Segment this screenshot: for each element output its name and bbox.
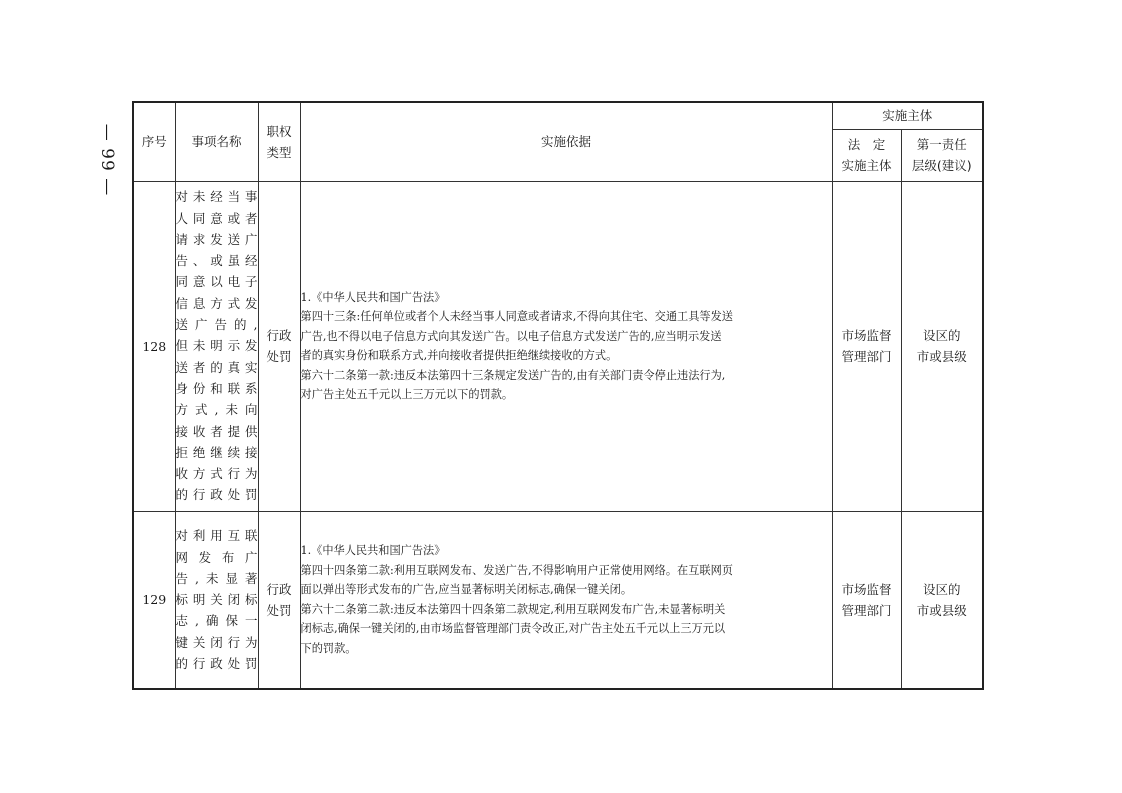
- item-name-line: 的行政处罚: [175, 487, 258, 503]
- header-subject-group: 实施主体: [832, 102, 983, 129]
- item-name-line: 键关闭行为: [175, 634, 258, 650]
- basis-line: 1.《中华人民共和国广告法》: [300, 290, 446, 304]
- header-legal-subject-line: 实施主体: [841, 158, 892, 173]
- responsibility-table: [132, 101, 984, 690]
- row-first-level: [901, 511, 983, 689]
- legal-subject-line: 市场监督: [841, 581, 892, 597]
- item-name-line: 志,确保一: [175, 613, 258, 629]
- first-level-line: 设区的: [923, 328, 961, 343]
- row-item-name: [175, 181, 258, 511]
- header-basis: 实施依据: [300, 102, 832, 181]
- item-name-line: 同意以电子: [175, 274, 258, 290]
- basis-line: 1.《中华人民共和国广告法》: [300, 544, 446, 558]
- basis-line: 面以弹出等形式发布的广告,应当显著标明关闭标志,确保一键关闭。: [300, 583, 633, 597]
- header-seq: 序号: [133, 102, 175, 181]
- authority-type-line: 处罚: [266, 349, 292, 364]
- row-basis: [300, 511, 832, 689]
- basis-line: 下的罚款。: [300, 641, 357, 655]
- header-legal-subject-line: 法 定: [847, 137, 886, 152]
- header-legal-subject: [832, 129, 901, 181]
- item-name-line: 送者的真实: [175, 359, 258, 375]
- item-name-line: 对未经当事: [175, 189, 258, 205]
- first-level-line: 设区的: [923, 581, 961, 597]
- authority-type-line: 行政: [266, 328, 292, 343]
- item-name-line: 身份和联系: [175, 380, 258, 396]
- header-first-level-line: 层级(建议): [911, 158, 972, 173]
- item-name-line: 方式,未向: [175, 402, 258, 418]
- row-authority-type: [258, 181, 300, 511]
- header-first-level: [901, 129, 983, 181]
- basis-line: 第六十二条第二款:违反本法第四十四条第二款规定,利用互联网发布广告,未显著标明关: [300, 602, 726, 616]
- row-item-name: [175, 511, 258, 689]
- item-name-line: 请求发送广: [175, 231, 258, 247]
- header-authority-type-line: 职权: [266, 123, 292, 139]
- row-first-level: [901, 181, 983, 511]
- row-seq: 129: [133, 511, 175, 689]
- legal-subject-line: 管理部门: [841, 349, 892, 364]
- authority-type-line: 处罚: [266, 602, 292, 618]
- item-name-line: 接收者提供: [175, 423, 258, 439]
- basis-line: 第六十二条第一款:违反本法第四十三条规定发送广告的,由有关部门责令停止违法行为,: [300, 368, 726, 382]
- legal-subject-line: 管理部门: [841, 602, 892, 618]
- first-level-line: 市或县级: [916, 349, 967, 364]
- item-name-line: 拒绝继续接: [175, 444, 258, 460]
- item-name-line: 的行政处罚: [175, 655, 258, 671]
- page-number: — 99 —: [97, 123, 117, 197]
- basis-line: 对广告主处五千元以上三万元以下的罚款。: [300, 388, 514, 401]
- legal-subject-line: 市场监督: [841, 328, 892, 343]
- basis-line: 广告,也不得以电子信息方式向其发送广告。以电子信息方式发送广告的,应当明示发送: [300, 329, 722, 343]
- row-legal-subject: [832, 181, 901, 511]
- item-name-line: 收方式行为: [175, 466, 258, 482]
- header-first-level-line: 第一责任: [916, 137, 967, 152]
- item-name-line: 标明关闭标: [175, 592, 258, 608]
- header-authority-type-line: 类型: [266, 144, 292, 160]
- table-row: [133, 511, 983, 689]
- item-name-line: 告、或虽经: [175, 253, 258, 269]
- basis-line: 第四十三条:任何单位或者个人未经当事人同意或者请求,不得向其住宅、交通工具等发送: [300, 310, 733, 323]
- item-name-line: 告,未显著: [175, 570, 258, 586]
- item-name-line: 送广告的,: [175, 317, 258, 333]
- row-legal-subject: [832, 511, 901, 689]
- basis-line: 者的真实身份和联系方式,并向接收者提供拒绝继续接收的方式。: [300, 349, 618, 362]
- authority-type-line: 行政: [266, 581, 292, 597]
- table-row: [133, 181, 983, 511]
- item-name-line: 对利用互联: [175, 528, 258, 544]
- first-level-line: 市或县级: [916, 602, 967, 618]
- header-authority-type: [258, 102, 300, 181]
- row-authority-type: [258, 511, 300, 689]
- basis-line: 第四十四条第二款:利用互联网发布、发送广告,不得影响用户正常使用网络。在互联网页: [300, 563, 733, 577]
- row-basis: [300, 181, 832, 511]
- header-name: 事项名称: [175, 102, 258, 181]
- item-name-line: 网发布广: [175, 549, 258, 565]
- item-name-line: 人同意或者: [175, 210, 258, 226]
- basis-line: 闭标志,确保一键关闭的,由市场监督管理部门责令改正,对广告主处五千元以上三万元以: [300, 622, 726, 636]
- item-name-line: 信息方式发: [175, 295, 258, 311]
- item-name-line: 但未明示发: [175, 338, 258, 354]
- row-seq: 128: [133, 181, 175, 511]
